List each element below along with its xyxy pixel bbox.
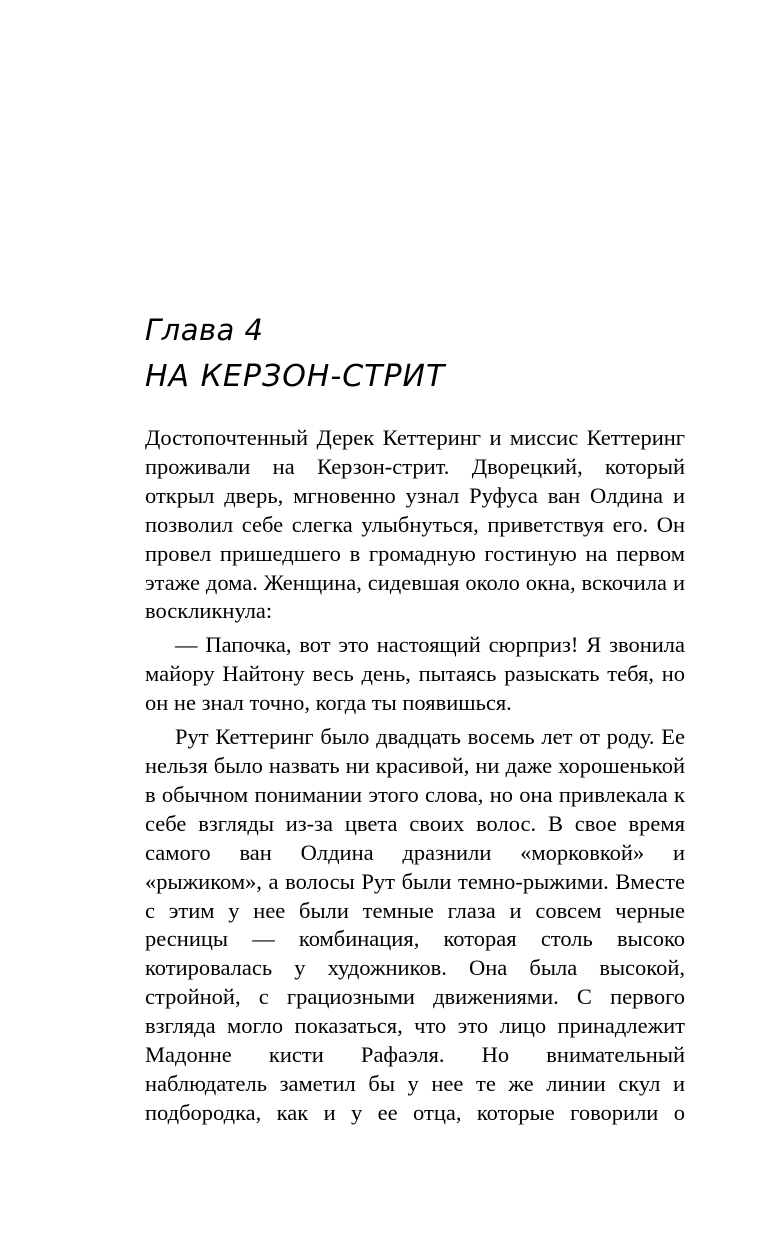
- paragraph-2: — Папочка, вот это настоящий сюрприз! Я звонила майору Найтону весь день, пытаясь разыскать тебя, но он не знал точно, когда ты появишься.: [145, 632, 685, 716]
- chapter-number: Глава 4: [145, 313, 264, 347]
- paragraph-1: Достопочтенный Дерек Кеттеринг и миссис Кеттеринг проживали на Керзон-стрит. Дворецкий, который открыл дверь, мгновенно узнал Руфуса ван Олдина и позволил себе слегка улыбнуться, приветствуя его. Он провел пришедшего в громадную гостиную на первом этаже дома. Женщина, сидевшая около окна, вскочила и воскликнула:: [145, 425, 685, 624]
- chapter-body: [145, 424, 685, 1128]
- paragraph-3: Рут Кеттеринг было двадцать восемь лет от роду. Ее нельзя было назвать ни красивой, ни даже хорошенькой в обычном понимании этого слова, но она привлекала к себе взгляды из-за цвета своих волос. В свое время самого ван Олдина дразнили «морковкой» и «рыжиком», а волосы Рут были темно-рыжими. Вместе с этим у нее были темные глаза и совсем черные ресницы — комбинация, которая столь высоко котировалась у художников. Она была высокой, стройной, с грациозными движениями. С первого взгляда могло показаться, что это лицо принадлежит Мадонне кисти Рафаэля. Но внимательный наблюдатель заметил бы у нее те же линии скул и подбородка, как и у ее отца, которые говорили о: [145, 724, 685, 1125]
- chapter-title: НА КЕРЗОН-СТРИТ: [145, 359, 446, 394]
